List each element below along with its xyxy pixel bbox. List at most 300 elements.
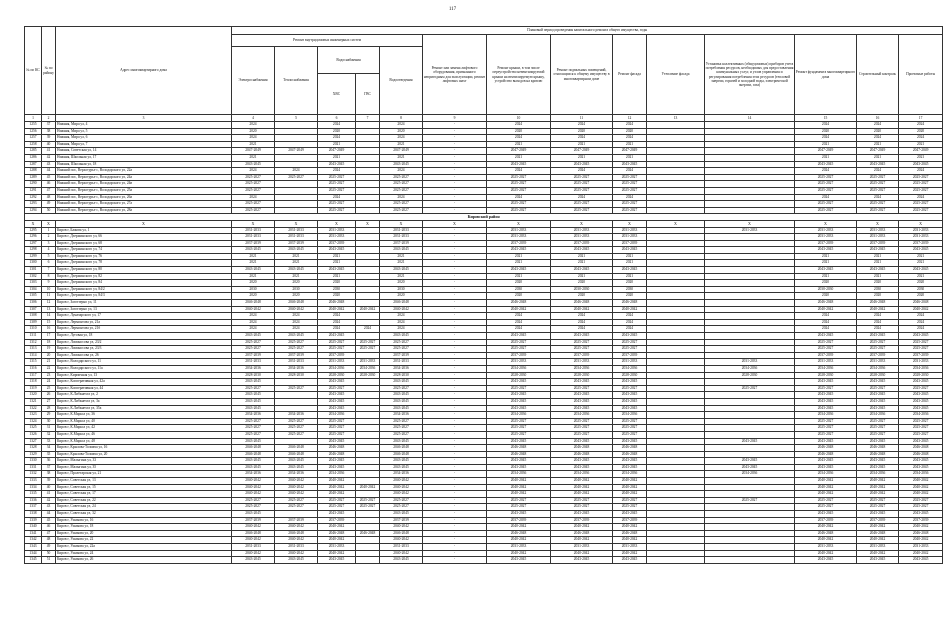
table-cell: 2025-2027	[232, 174, 275, 181]
table-cell: 1333	[25, 478, 42, 485]
table-cell: 1288	[25, 168, 42, 175]
table-cell	[356, 537, 380, 544]
table-cell: 2031-2033	[487, 359, 551, 366]
table-cell: 2025-2027	[275, 346, 318, 353]
table-cell: 2043-2045	[857, 379, 899, 386]
table-cell: -	[423, 491, 487, 498]
table-cell	[356, 333, 380, 340]
table-cell: 2024	[380, 168, 423, 175]
table-cell: -	[423, 306, 487, 313]
table-cell: 2043-2045	[795, 438, 857, 445]
table-cell: 2025-2027	[551, 497, 613, 504]
table-cell: 2043-2045	[318, 511, 356, 518]
table-cell: 2025-2027	[380, 187, 423, 194]
table-cell: 2047-2049	[318, 148, 356, 155]
address-cell: Нижний пос, Верхотурье с, Володарского ул, 22а	[56, 168, 232, 175]
table-cell: 8	[42, 273, 56, 280]
table-cell	[356, 128, 380, 135]
table-cell: 1330	[25, 458, 42, 465]
table-cell: 2040-2042	[899, 550, 943, 557]
table-cell	[647, 372, 705, 379]
table-cell: 2040-2042	[380, 537, 423, 544]
table-cell: 1305	[25, 293, 42, 300]
table-cell	[356, 458, 380, 465]
table-cell: 2025-2027	[232, 201, 275, 208]
table-cell: 2025-2027	[899, 187, 943, 194]
table-cell: 2037-2039	[380, 517, 423, 524]
table-cell: 2043-2045	[232, 392, 275, 399]
table-cell: 2025-2027	[795, 339, 857, 346]
table-cell: 46	[42, 524, 56, 531]
address-cell: Киров г, Володарского ул, 11	[56, 359, 232, 366]
column-number: 4	[232, 115, 275, 122]
table-cell: 2037-2039	[318, 517, 356, 524]
table-cell: 2025-2027	[380, 504, 423, 511]
table-cell: 2034-2036	[795, 412, 857, 419]
table-cell: 2024	[551, 313, 613, 320]
table-cell: -	[423, 464, 487, 471]
table-cell: 2043-2045	[795, 247, 857, 254]
table-cell: 2025-2027	[613, 497, 647, 504]
table-cell: 1343	[25, 544, 42, 551]
table-cell: -	[423, 333, 487, 340]
table-cell: 2040-2042	[899, 537, 943, 544]
table-cell: 2046-2048	[232, 300, 275, 307]
table-cell: 2043-2045	[551, 333, 613, 340]
table-cell: 2024	[232, 326, 275, 333]
table-cell	[356, 135, 380, 142]
table-cell: 2028-2030	[795, 372, 857, 379]
table-cell: 2047-2049	[232, 148, 275, 155]
table-cell: 2025-2027	[899, 425, 943, 432]
table-cell: 2043-2045	[613, 438, 647, 445]
table-cell: 2025-2027	[318, 418, 356, 425]
table-cell: 2020	[857, 128, 899, 135]
table-cell: -	[423, 379, 487, 386]
table-cell: 2025-2027	[275, 339, 318, 346]
table-cell: 1323	[25, 412, 42, 419]
table-cell: 2043-2045	[899, 247, 943, 254]
table-cell	[705, 425, 795, 432]
header-hvs: ХВС	[318, 74, 356, 115]
table-cell: 2025-2027	[487, 339, 551, 346]
table-cell: 2020	[380, 280, 423, 287]
table-cell: 2025-2027	[232, 425, 275, 432]
table-cell: 2021	[275, 273, 318, 280]
table-cell: 2040-2042	[380, 550, 423, 557]
table-row	[25, 273, 943, 280]
header-address: Адрес многоквартирного дома	[56, 27, 232, 115]
table-cell: 2037-2039	[613, 517, 647, 524]
table-cell: -	[423, 458, 487, 465]
table-cell: 2024	[487, 319, 551, 326]
table-cell	[647, 267, 705, 274]
table-cell	[647, 207, 705, 214]
table-cell: X	[613, 220, 647, 227]
table-cell: 2021	[318, 154, 356, 161]
table-cell: X	[647, 220, 705, 227]
address-cell: Киров г, Дзержинского ул, 84/3	[56, 293, 232, 300]
table-cell: 2025-2027	[275, 504, 318, 511]
table-cell	[275, 181, 318, 188]
table-cell: 2040-2042	[795, 550, 857, 557]
table-cell: 2031-2033	[380, 544, 423, 551]
table-cell: 2043-2045	[899, 464, 943, 471]
table-cell: 2021	[795, 260, 857, 267]
table-cell: 2024	[899, 135, 943, 142]
table-cell: 2040-2042	[613, 484, 647, 491]
table-cell: 2034-2036	[487, 365, 551, 372]
table-cell: 2043-2045	[318, 161, 356, 168]
table-cell: 2024	[380, 326, 423, 333]
table-cell: 2043-2045	[380, 398, 423, 405]
table-cell	[647, 517, 705, 524]
table-cell: 2025-2027	[487, 431, 551, 438]
table-cell	[705, 333, 795, 340]
address-cell: Нижняя, Мира ул, 4	[56, 122, 232, 129]
table-cell: 2025-2027	[613, 418, 647, 425]
table-cell	[275, 405, 318, 412]
table-cell: 2040-2042	[613, 550, 647, 557]
table-cell: 26	[42, 392, 56, 399]
table-row	[25, 135, 943, 142]
table-cell: 1321	[25, 398, 42, 405]
table-cell: 2020	[899, 280, 943, 287]
table-cell: 2021	[275, 260, 318, 267]
table-cell	[705, 346, 795, 353]
table-cell: 2021	[899, 154, 943, 161]
table-cell: 30	[42, 418, 56, 425]
table-cell	[275, 161, 318, 168]
table-cell: -	[423, 530, 487, 537]
table-cell	[647, 412, 705, 419]
table-cell: 2046-2048	[232, 530, 275, 537]
table-cell: 2025-2027	[232, 385, 275, 392]
table-cell: 2025-2027	[275, 418, 318, 425]
table-cell: 2031-2033	[613, 359, 647, 366]
table-row	[25, 260, 943, 267]
table-row	[25, 530, 943, 537]
table-row	[25, 471, 943, 478]
table-cell: 2024	[899, 313, 943, 320]
table-cell: 2043-2045	[232, 458, 275, 465]
table-cell: 2024	[487, 168, 551, 175]
header-gvs: ГВС	[356, 74, 380, 115]
table-row	[25, 550, 943, 557]
table-cell: 2031-2033	[356, 359, 380, 366]
table-cell: 2020	[487, 280, 551, 287]
table-cell: 2025-2027	[318, 385, 356, 392]
table-cell: 9	[42, 280, 56, 287]
table-cell: 2025-2027	[795, 431, 857, 438]
table-cell: 2046-2048	[232, 445, 275, 452]
table-cell: -	[423, 418, 487, 425]
table-cell: 2034-2036	[705, 365, 795, 372]
table-cell: 2047-2049	[857, 148, 899, 155]
table-cell: X	[857, 220, 899, 227]
table-cell	[705, 280, 795, 287]
table-cell: 2043-2045	[232, 267, 275, 274]
table-cell	[647, 333, 705, 340]
table-cell	[647, 253, 705, 260]
table-cell: 2025-2027	[857, 425, 899, 432]
table-cell: 2034-2036	[857, 412, 899, 419]
table-cell: 2031-2033	[380, 359, 423, 366]
table-cell: 2024	[899, 194, 943, 201]
table-cell: 2025-2027	[857, 504, 899, 511]
table-cell: 2040-2042	[857, 484, 899, 491]
table-cell: 2034-2036	[705, 471, 795, 478]
table-cell	[275, 438, 318, 445]
table-cell: 25	[42, 385, 56, 392]
table-cell: 2031-2033	[613, 234, 647, 241]
table-row	[25, 557, 943, 564]
header-basement: Ремонт подвальных помещений, относящихся к общему имуществу в многоквартирном доме	[551, 35, 613, 115]
address-cell: Киров г, Лермонтова ул, 21а	[56, 319, 232, 326]
table-cell: 2040-2042	[551, 537, 613, 544]
table-cell: 2037-2039	[899, 240, 943, 247]
table-row	[25, 227, 943, 234]
table-cell: 2037-2039	[899, 352, 943, 359]
table-cell: 2031-2033	[551, 227, 613, 234]
table-cell	[705, 451, 795, 458]
table-cell: 2043-2045	[487, 267, 551, 274]
table-cell: 2020	[318, 280, 356, 287]
header-foundation: Ремонт фундамента многоквартирного дома	[795, 35, 857, 115]
address-cell: Киров г, Дзержинского ул, 74	[56, 247, 232, 254]
table-cell	[356, 412, 380, 419]
table-cell: 36	[42, 458, 56, 465]
table-cell: 2020	[899, 128, 943, 135]
table-cell: 2040-2042	[275, 524, 318, 531]
table-cell: 2043-2045	[487, 458, 551, 465]
table-cell	[356, 168, 380, 175]
table-cell: 2024	[795, 319, 857, 326]
table-cell: 2046-2048	[899, 530, 943, 537]
table-cell: 2025-2027	[232, 187, 275, 194]
table-cell: 2	[42, 234, 56, 241]
table-cell	[356, 398, 380, 405]
table-cell: 2043-2045	[232, 333, 275, 340]
table-cell: 2028-2030	[318, 372, 356, 379]
table-cell: 2025-2027	[613, 346, 647, 353]
table-cell: 2037-2039	[380, 352, 423, 359]
table-cell: 2025-2027	[487, 187, 551, 194]
table-cell: 2025-2027	[487, 425, 551, 432]
address-cell: Киров г, Володарского ул, 11а	[56, 365, 232, 372]
table-row	[25, 240, 943, 247]
table-cell: 2020	[551, 293, 613, 300]
table-cell: 2024	[318, 313, 356, 320]
table-cell: 2024	[232, 135, 275, 142]
table-cell: 2024	[232, 168, 275, 175]
table-cell: 2024	[795, 122, 857, 129]
table-cell	[705, 187, 795, 194]
table-cell: 2043-2045	[318, 464, 356, 471]
table-cell: 2025-2027	[613, 174, 647, 181]
table-cell: 2021	[232, 273, 275, 280]
address-cell: Киров г, К.Маркса ул, 46	[56, 431, 232, 438]
table-cell: 2040-2042	[857, 478, 899, 485]
table-cell	[647, 438, 705, 445]
table-cell: 2024	[380, 194, 423, 201]
table-cell: -	[423, 511, 487, 518]
table-cell: 1339	[25, 517, 42, 524]
table-cell: X	[795, 220, 857, 227]
table-cell: 2025-2027	[551, 339, 613, 346]
address-cell: Киров г, Крылова-Толмача ул, 20	[56, 451, 232, 458]
table-cell: 2037-2039	[487, 240, 551, 247]
table-cell: 2040-2042	[356, 306, 380, 313]
table-cell: 2025-2027	[795, 385, 857, 392]
address-cell: Киров г, Дзержинского ул, 84/2	[56, 286, 232, 293]
table-cell: 2046-2048	[795, 300, 857, 307]
table-cell	[705, 293, 795, 300]
table-cell: 47	[42, 530, 56, 537]
table-cell: 2046-2048	[551, 451, 613, 458]
x-marker-row	[25, 220, 943, 227]
table-cell: 2031-2033	[857, 359, 899, 366]
address-cell: Киров г, Дзержинского ул, 82	[56, 273, 232, 280]
table-cell: 2021	[899, 273, 943, 280]
address-cell: Киров г, Советская ул, 32	[56, 511, 232, 518]
column-number: 17	[899, 115, 943, 122]
address-cell: Киров г, Малыгина ул, 35	[56, 464, 232, 471]
address-cell: Киров г, Ушакова ул, 16	[56, 517, 232, 524]
table-cell	[705, 148, 795, 155]
table-cell: 2020	[487, 128, 551, 135]
table-cell: -	[423, 359, 487, 366]
table-cell: 2034-2036	[232, 365, 275, 372]
address-cell: Киров г, К.Либкнехта ул, 35а	[56, 405, 232, 412]
table-cell: 2025-2027	[899, 418, 943, 425]
address-cell: Нижний пос, Верхотурье с, Володарского ул, 24в	[56, 181, 232, 188]
table-cell	[275, 187, 318, 194]
table-cell: 2043-2045	[318, 398, 356, 405]
table-cell: 2034-2036	[275, 365, 318, 372]
table-cell: 1294	[25, 207, 42, 214]
table-cell	[647, 511, 705, 518]
table-cell	[705, 168, 795, 175]
table-cell: 2024	[613, 319, 647, 326]
column-number-row	[25, 115, 943, 122]
table-cell	[356, 471, 380, 478]
table-cell: 2021	[380, 260, 423, 267]
table-cell: 2043-2045	[899, 405, 943, 412]
table-cell: 2025-2027	[318, 207, 356, 214]
table-cell: -	[423, 128, 487, 135]
address-cell: Киров г, Советская ул, 13	[56, 478, 232, 485]
table-cell: 2043-2045	[857, 464, 899, 471]
table-cell: 2043-2045	[613, 247, 647, 254]
table-cell: 2040-2042	[232, 537, 275, 544]
table-row	[25, 181, 943, 188]
table-cell: 2043-2045	[487, 333, 551, 340]
table-cell: 2025-2027	[857, 431, 899, 438]
table-cell	[356, 517, 380, 524]
table-cell: 2034-2036	[551, 471, 613, 478]
table-cell: 2037-2039	[857, 240, 899, 247]
address-cell: Киров г, Лермонтова ул, 21б	[56, 326, 232, 333]
table-cell: 2046-2048	[487, 300, 551, 307]
table-cell: 2046-2048	[551, 445, 613, 452]
table-cell: 1303	[25, 280, 42, 287]
table-cell: 1338	[25, 511, 42, 518]
table-cell	[705, 352, 795, 359]
table-cell: 2025-2027	[857, 339, 899, 346]
table-cell: 2020	[613, 293, 647, 300]
table-cell: 2025-2027	[551, 425, 613, 432]
table-cell: X	[705, 220, 795, 227]
table-cell: 1332	[25, 471, 42, 478]
table-cell: 2021	[487, 253, 551, 260]
table-cell: 2031-2033	[795, 544, 857, 551]
table-cell	[356, 267, 380, 274]
table-cell: 2030	[857, 286, 899, 293]
table-cell	[647, 557, 705, 564]
table-cell: 2025-2027	[551, 174, 613, 181]
address-cell: Киров г, Дзержинского ул, 76	[56, 253, 232, 260]
table-cell: 2031-2033	[551, 544, 613, 551]
table-cell: -	[423, 286, 487, 293]
column-number: 6	[318, 115, 356, 122]
table-cell: -	[423, 280, 487, 287]
table-cell: -	[423, 451, 487, 458]
table-cell: 2025-2027	[487, 497, 551, 504]
table-cell: 2043-2045	[613, 557, 647, 564]
table-cell: 2025-2027	[318, 425, 356, 432]
table-cell: 2025-2027	[356, 339, 380, 346]
address-cell: X	[56, 220, 232, 227]
table-cell: 2025-2027	[487, 181, 551, 188]
table-cell: 2034-2036	[613, 412, 647, 419]
table-cell: 2040-2042	[613, 306, 647, 313]
header-construction-control: Строительный контроль	[857, 35, 899, 115]
table-cell: 1256	[25, 128, 42, 135]
table-cell: 2024	[380, 319, 423, 326]
table-row	[25, 484, 943, 491]
table-cell: 2021	[380, 154, 423, 161]
table-cell: 2024	[857, 194, 899, 201]
table-cell: 2031-2033	[232, 234, 275, 241]
table-row	[25, 537, 943, 544]
table-cell: -	[423, 207, 487, 214]
table-cell: 2025-2027	[232, 431, 275, 438]
table-cell: 2034-2036	[232, 412, 275, 419]
table-cell	[705, 207, 795, 214]
table-row	[25, 306, 943, 313]
table-cell: 2024	[613, 313, 647, 320]
address-cell: Киров г, Крылова-Толмача ул, 16	[56, 445, 232, 452]
table-cell: 2043-2045	[613, 333, 647, 340]
table-cell: -	[423, 544, 487, 551]
table-cell: 2037-2039	[551, 352, 613, 359]
table-cell: 2025-2027	[380, 418, 423, 425]
table-cell: 2040-2042	[613, 537, 647, 544]
table-cell: 2040-2042	[318, 550, 356, 557]
table-cell	[705, 161, 795, 168]
address-cell: Нижний пос, Верхотурье с, Володарского ул, 25а	[56, 187, 232, 194]
table-cell: 2024	[899, 168, 943, 175]
address-cell: Киров г, Малыгина ул, 33	[56, 458, 232, 465]
table-cell: 2043-2045	[551, 247, 613, 254]
table-row	[25, 458, 943, 465]
table-cell: 38	[42, 128, 56, 135]
table-cell: 2040-2042	[232, 550, 275, 557]
table-cell: 2021	[275, 253, 318, 260]
table-cell: 2025-2027	[551, 187, 613, 194]
table-cell	[356, 181, 380, 188]
